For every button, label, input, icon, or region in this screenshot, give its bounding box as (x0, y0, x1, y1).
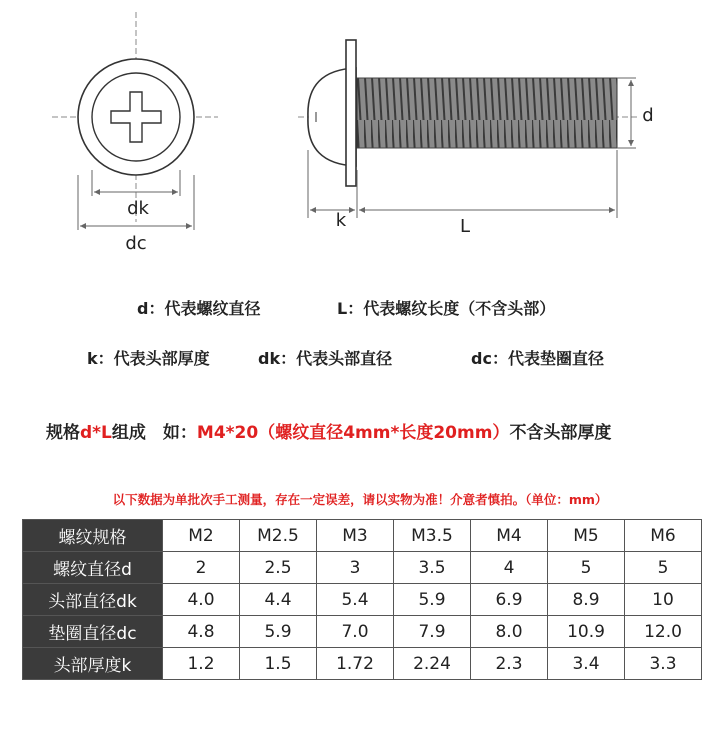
washer (346, 40, 356, 186)
value-cell: 5 (625, 552, 702, 584)
value-cell: 8.9 (548, 584, 625, 616)
table-header-row (23, 520, 702, 552)
spec-formula: d*L (80, 423, 112, 443)
k-label: k (335, 210, 347, 231)
value-cell: 5 (548, 552, 625, 584)
table-row (23, 552, 702, 584)
spec-middle: 组成 如： (111, 423, 197, 443)
screw-top-view (52, 12, 218, 254)
size-cell: M6 (625, 520, 702, 552)
spec-example: M4*20（螺纹直径4mm*长度20mm） (196, 423, 510, 443)
legend-d: d：代表螺纹直径 (137, 299, 261, 318)
row-header: 螺纹规格 (23, 520, 163, 552)
d-label: d (642, 105, 654, 126)
value-cell: 3.5 (394, 552, 471, 584)
value-cell: 1.2 (163, 648, 240, 680)
value-cell: 4.8 (163, 616, 240, 648)
value-cell: 1.72 (317, 648, 394, 680)
dk-label: dk (127, 198, 149, 219)
value-cell: 4.0 (163, 584, 240, 616)
L-label: L (459, 216, 471, 237)
size-cell: M5 (548, 520, 625, 552)
size-cell: M3.5 (394, 520, 471, 552)
row-header: 头部直径dk (23, 584, 163, 616)
value-cell: 1.5 (240, 648, 317, 680)
legend-L: L：代表螺纹长度（不含头部） (337, 299, 556, 318)
size-cell: M4 (471, 520, 548, 552)
value-cell: 3.3 (625, 648, 702, 680)
table-row (23, 616, 702, 648)
thread-shaft (357, 78, 617, 148)
value-cell: 2.3 (471, 648, 548, 680)
value-cell: 8.0 (471, 616, 548, 648)
spec-table (22, 519, 702, 680)
value-cell: 4 (471, 552, 548, 584)
spec-prefix: 规格 (46, 423, 80, 443)
row-header: 垫圈直径dc (23, 616, 163, 648)
size-cell: M2.5 (240, 520, 317, 552)
value-cell: 10.9 (548, 616, 625, 648)
table-row (23, 648, 702, 680)
legend-dc: dc：代表垫圈直径 (471, 349, 604, 368)
value-cell: 7.9 (394, 616, 471, 648)
measurement-note: 以下数据为单批次手工测量，存在一定误差，请以实物为准！介意者慎拍。（单位：mm） (112, 492, 608, 507)
screw-side-view (298, 40, 654, 237)
value-cell: 3.4 (548, 648, 625, 680)
row-header: 头部厚度k (23, 648, 163, 680)
value-cell: 12.0 (625, 616, 702, 648)
value-cell: 5.4 (317, 584, 394, 616)
size-cell: M2 (163, 520, 240, 552)
value-cell: 2.5 (240, 552, 317, 584)
value-cell: 3 (317, 552, 394, 584)
value-cell: 6.9 (471, 584, 548, 616)
value-cell: 4.4 (240, 584, 317, 616)
value-cell: 2.24 (394, 648, 471, 680)
value-cell: 10 (625, 584, 702, 616)
dc-label: dc (125, 233, 147, 254)
size-cell: M3 (317, 520, 394, 552)
value-cell: 2 (163, 552, 240, 584)
spec-suffix: 不含头部厚度 (509, 423, 612, 443)
legend-k: k：代表头部厚度 (87, 349, 210, 368)
spec-description (46, 418, 611, 443)
value-cell: 5.9 (394, 584, 471, 616)
value-cell: 7.0 (317, 616, 394, 648)
table-row (23, 584, 702, 616)
legend-dk: dk：代表头部直径 (258, 349, 393, 368)
value-cell: 5.9 (240, 616, 317, 648)
screw-dimension-drawing (0, 0, 720, 280)
row-header: 螺纹直径d (23, 552, 163, 584)
